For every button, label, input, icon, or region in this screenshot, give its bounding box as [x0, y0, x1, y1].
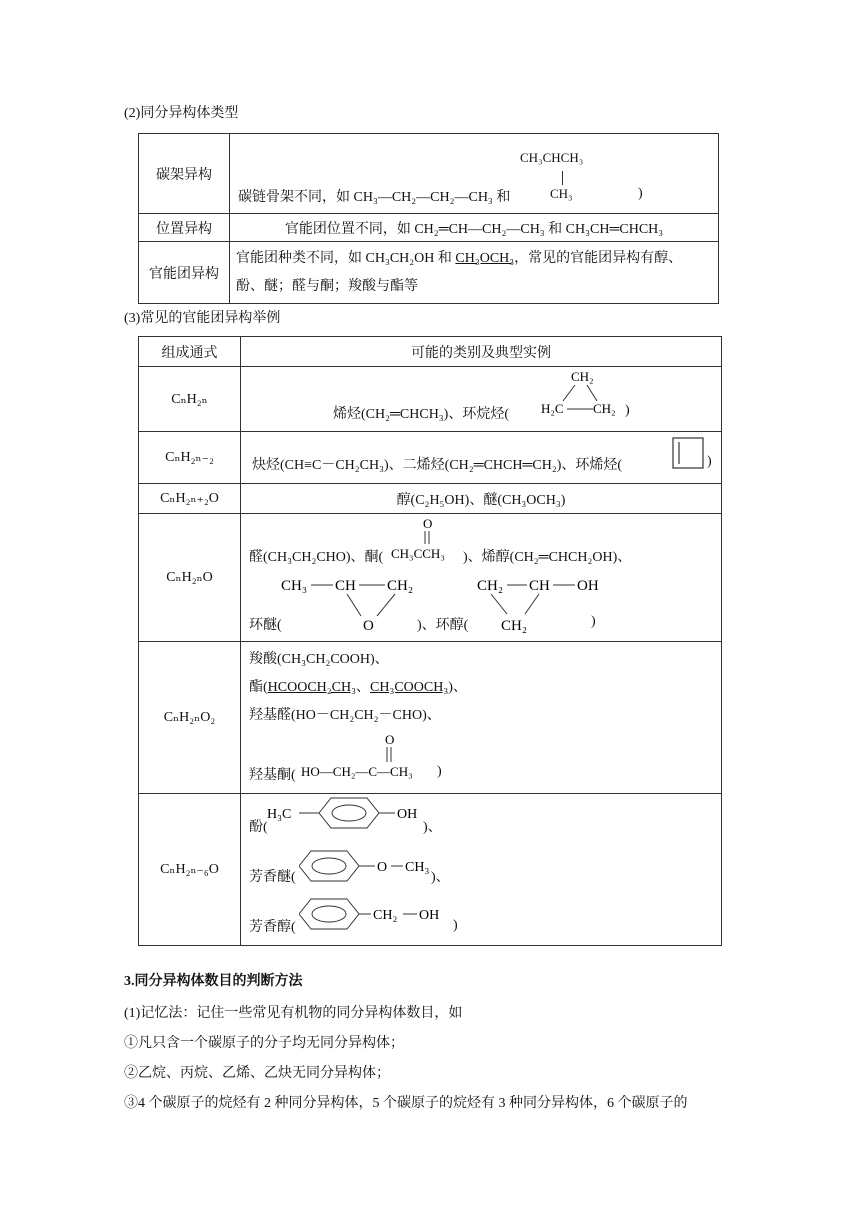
examples-cnh2n-6o [241, 794, 722, 946]
type-desc-position: 官能团位置不同，如 CH₂═CH—CH₂—CH₃ 和 CH₃CH═CHCH₃ [230, 214, 719, 242]
enol-text: )、烯醇(CH₂═CHCH₂OH)、 [463, 550, 632, 565]
acetone-structure [389, 514, 461, 566]
close-paren: ) [591, 614, 596, 629]
ring-right-ch2: CH₂ [593, 401, 616, 416]
examples-cnh2n [241, 367, 722, 432]
anisole-aromatic [312, 858, 346, 874]
aromatic-alcohol-label: 芳香醇( [249, 920, 296, 935]
type-name-position: 位置异构 [139, 214, 230, 242]
branch-bond [562, 171, 563, 185]
epox-ch3: CH₃ [281, 578, 308, 594]
phenol-end: )、 [423, 820, 442, 835]
p-cresol-aromatic [332, 805, 366, 821]
benzyl-alcohol-structure [299, 894, 459, 934]
examples-cnh2n+2o: 醇(C₂H₅OH)、醚(CH₃OCH₃) [241, 484, 722, 514]
close-paren: ) [638, 186, 643, 201]
formula-cnh2n: CₙH₂ₙ [139, 367, 241, 432]
cyclobutene-ring [673, 438, 703, 468]
section-2-title: (2)同分异构体类型 [124, 106, 239, 121]
hydroxy-ketone-label: 羟基酮( [249, 768, 296, 783]
p-cresol-h3c: H₃C [267, 807, 292, 822]
hydroxy-aldehyde-text: 羟基醛(HO－CH₂CH₂－CHO)、 [249, 708, 441, 723]
text-line-2: ①凡只含一个碳原子的分子均无同分异构体； [124, 1036, 404, 1051]
acetone-chain: CH₃CCH₃ [391, 546, 445, 561]
examples-cnh2n-2 [241, 432, 722, 484]
close-paren: ) [625, 403, 630, 418]
functional-isomer-examples-table [138, 336, 722, 946]
text-line-1: (1)记忆法：记住一些常见有机物的同分异构体数目，如 [124, 1006, 463, 1021]
cyclic-alcohol-label: )、环醇( [417, 618, 469, 633]
type-name-carbon-skeleton: 碳架异构 [139, 134, 230, 214]
cyc-bond-4 [525, 594, 539, 614]
cyc-bond-3 [491, 594, 507, 614]
examples-cnh2no [241, 514, 722, 642]
formula-cnh2no2: CₙH₂ₙO₂ [139, 642, 241, 794]
ester-example-2: CH₃COOCH₃ [370, 680, 449, 695]
anisole-ch3: CH₃ [405, 860, 430, 875]
anisole-ring [299, 851, 359, 881]
ester-sep: 、 [356, 680, 370, 695]
cyc-ch2: CH₂ [477, 578, 504, 594]
cyclopropanol-structure [477, 572, 607, 634]
ring-bond-left [563, 385, 575, 401]
benzyl-aromatic [312, 906, 346, 922]
ester-label: 酯( [249, 680, 268, 695]
isomer-types-table [138, 133, 719, 304]
hydroxyacetone-structure [301, 730, 441, 782]
epox-bond-3 [347, 594, 361, 616]
type-name-functional: 官能团异构 [139, 242, 230, 304]
cyc-oh: OH [577, 578, 599, 594]
isobutane-branch: CH₃ [550, 186, 573, 201]
section-3-title: (3)常见的官能团异构举例 [124, 311, 281, 326]
examples-cnh2no2 [241, 642, 722, 794]
anisole-oxygen: O [377, 860, 388, 875]
functional-desc-b: ，常见的官能团异构有醇、 [514, 250, 683, 266]
formula-cnh2n+2o: CₙH₂ₙ₊₂O [139, 484, 241, 514]
alkyne-diene-text: 炔烃(CH≡C－CH₂CH₃)、二烯烃(CH₂═CHCH═CH₂)、环烯烃( [252, 458, 623, 473]
type-desc-functional [230, 242, 719, 304]
text-line-4: ③4 个碳原子的烷烃有 2 种同分异构体，5 个碳原子的烷烃有 3 种同分异构体，6 个碳原子的 [124, 1096, 688, 1111]
phenol-label: 酚( [249, 820, 268, 835]
hk-chain: HO—CH₂—C—CH₃ [301, 764, 413, 779]
section-3-heading: 3.同分异构体数目的判断方法 [124, 974, 303, 989]
aromatic-ether-label: 芳香醚( [249, 870, 296, 885]
ester-example-1: HCOOCH₂CH₃ [267, 680, 356, 695]
close-paren: ) [437, 764, 442, 779]
aldehyde-text: 醛(CH₃CH₂CHO)、酮( [249, 550, 384, 565]
p-cresol-oh: OH [397, 807, 418, 822]
epoxide-structure [281, 572, 431, 634]
benzyl-ring [299, 899, 359, 929]
cyc-ch2-bottom: CH₂ [501, 618, 528, 634]
carboxylic-acid-text: 羧酸(CH₃CH₂COOH)、 [249, 652, 389, 667]
close-paren: ) [453, 918, 458, 933]
carbon-skeleton-text: 碳链骨架不同，如 CH₃—CH₂—CH₂—CH₃ 和 [238, 190, 511, 205]
header-formula: 组成通式 [139, 337, 241, 367]
epox-ch2: CH₂ [387, 578, 414, 594]
anisole-structure [299, 846, 449, 886]
cyclobutene-structure [667, 434, 707, 472]
benzyl-oh: OH [419, 908, 440, 923]
ester-end: )、 [448, 680, 467, 695]
ester-line [249, 676, 467, 696]
alkene-cycloalkane-text: 烯烃(CH₂═CHCH₃)、环烷烃( [333, 407, 510, 422]
ring-top-ch2: CH₂ [571, 369, 594, 384]
cyclic-ether-label: 环醚( [249, 618, 282, 633]
header-examples: 可能的类别及典型实例 [241, 337, 722, 367]
epox-oxygen: O [363, 618, 374, 634]
hk-oxygen: O [385, 732, 395, 747]
type-desc-carbon-skeleton [230, 134, 719, 214]
benzyl-ch2: CH₂ [373, 908, 398, 923]
formula-cnh2n-6o: CₙH₂ₙ₋₆O [139, 794, 241, 946]
ring-left-h2c: H₂C [541, 401, 564, 416]
functional-desc-underlined: CH₃OCH₃ [455, 250, 515, 266]
p-cresol-ring [319, 798, 379, 828]
cyclopropane-structure [541, 367, 633, 427]
epox-ch: CH [335, 578, 356, 594]
epox-bond-4 [377, 594, 395, 616]
close-paren: ) [707, 454, 712, 469]
p-cresol-structure [267, 794, 427, 834]
functional-desc-a: 官能团种类不同，如 CH₃CH₂OH 和 [236, 250, 456, 266]
ketone-oxygen: O [423, 516, 433, 531]
cyc-ch: CH [529, 578, 550, 594]
text-line-3: ②乙烷、丙烷、乙烯、乙炔无同分异构体； [124, 1066, 390, 1081]
ring-bond-right [587, 385, 597, 401]
aromatic-ether-end: )、 [431, 870, 450, 885]
functional-desc-line2: 酚、醚；醛与酮；羧酸与酯等 [236, 278, 418, 294]
isobutane-main-chain: CH₃CHCH₃ [520, 150, 584, 165]
formula-cnh2n-2: CₙH₂ₙ₋₂ [139, 432, 241, 484]
formula-cnh2no: CₙH₂ₙO [139, 514, 241, 642]
